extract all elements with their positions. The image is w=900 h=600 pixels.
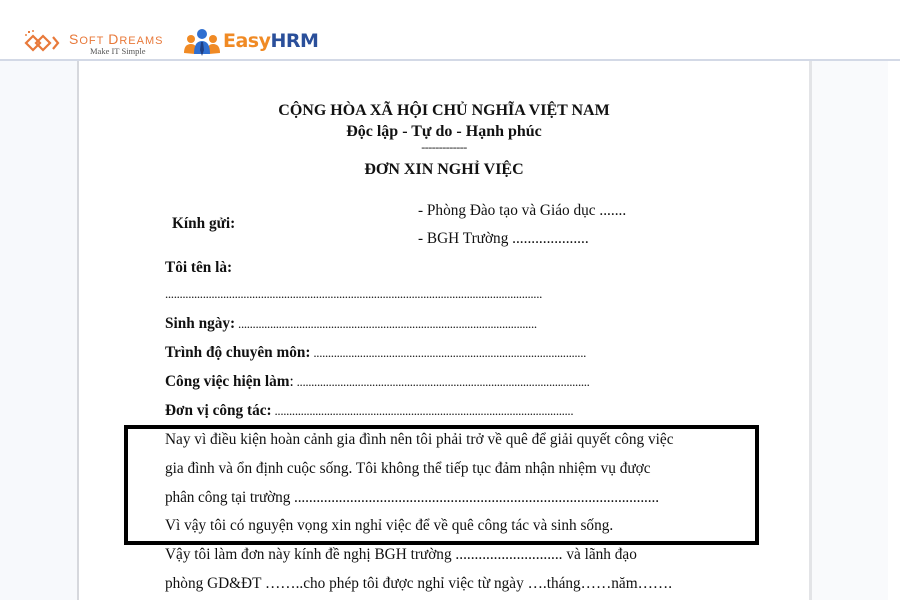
title-separator: ------------- [421,140,467,154]
brand-header [0,0,900,60]
field-current-job[interactable] [165,373,590,391]
softdreams-wordmark: SOFT DREAMS [69,31,164,47]
recipient-line: - Phòng Đào tạo và Giáo dục ....... [418,202,627,219]
field-colon: : [289,373,294,390]
field-dots: .............................................................................................. [310,345,587,360]
reason-line: Nay vì điều kiện hoàn cảnh gia đình nên tôi phải trở về quê để giải quyết công việc [165,431,674,448]
field-dots: ..................................................................................................... [293,374,590,389]
request-line: phòng GD&ĐT ……..cho phép tôi được nghỉ việc từ ngày ….tháng……năm……. [165,575,673,592]
field-label: Công việc hiện làm [165,373,290,390]
people-group-icon [183,28,221,58]
reason-line: phân công tại trường .................................................................................................. [165,489,659,506]
national-title: CỘNG HÒA XÃ HỘI CHỦ NGHĨA VIỆT NAM [278,102,610,119]
right-margin-panel [809,61,888,600]
name-label: Tôi tên là: [165,259,233,276]
request-line: Vậy tôi làm đơn này kính đề nghị BGH trường ............................ và lãnh đạo [165,546,637,563]
field-label: Trình độ chuyên môn: [165,344,311,361]
softdreams-tagline: Make IT Simple [90,46,146,56]
reason-line: gia đình và ổn định cuộc sống. Tôi không thể tiếp tục đảm nhận nhiệm vụ được [165,460,651,477]
field-qualification[interactable] [165,344,586,362]
field-label: Sinh ngày: [165,315,236,332]
recipient-label: Kính gửi: [172,215,236,232]
field-label: Đơn vị công tác: [165,402,272,419]
form-title: ĐƠN XIN NGHỈ VIỆC [364,161,524,178]
reason-line: Vì vậy tôi có nguyện vọng xin nghỉ việc để về quê công tác và sinh sống. [165,517,614,534]
name-field[interactable]: .................................................................................................................................. [165,286,543,301]
recipient-line: - BGH Trường .................... [418,230,589,247]
field-dots: ....................................................................................................... [271,403,574,418]
softdreams-diamond-icon [22,29,62,57]
motto: Độc lập - Tự do - Hạnh phúc [346,123,542,140]
field-work-unit[interactable] [165,402,573,420]
field-birthdate[interactable] [165,315,537,333]
easyhrm-wordmark: EasyHRM [223,30,319,52]
left-margin-panel [0,61,79,600]
field-dots: ....................................................................................................... [235,316,537,331]
